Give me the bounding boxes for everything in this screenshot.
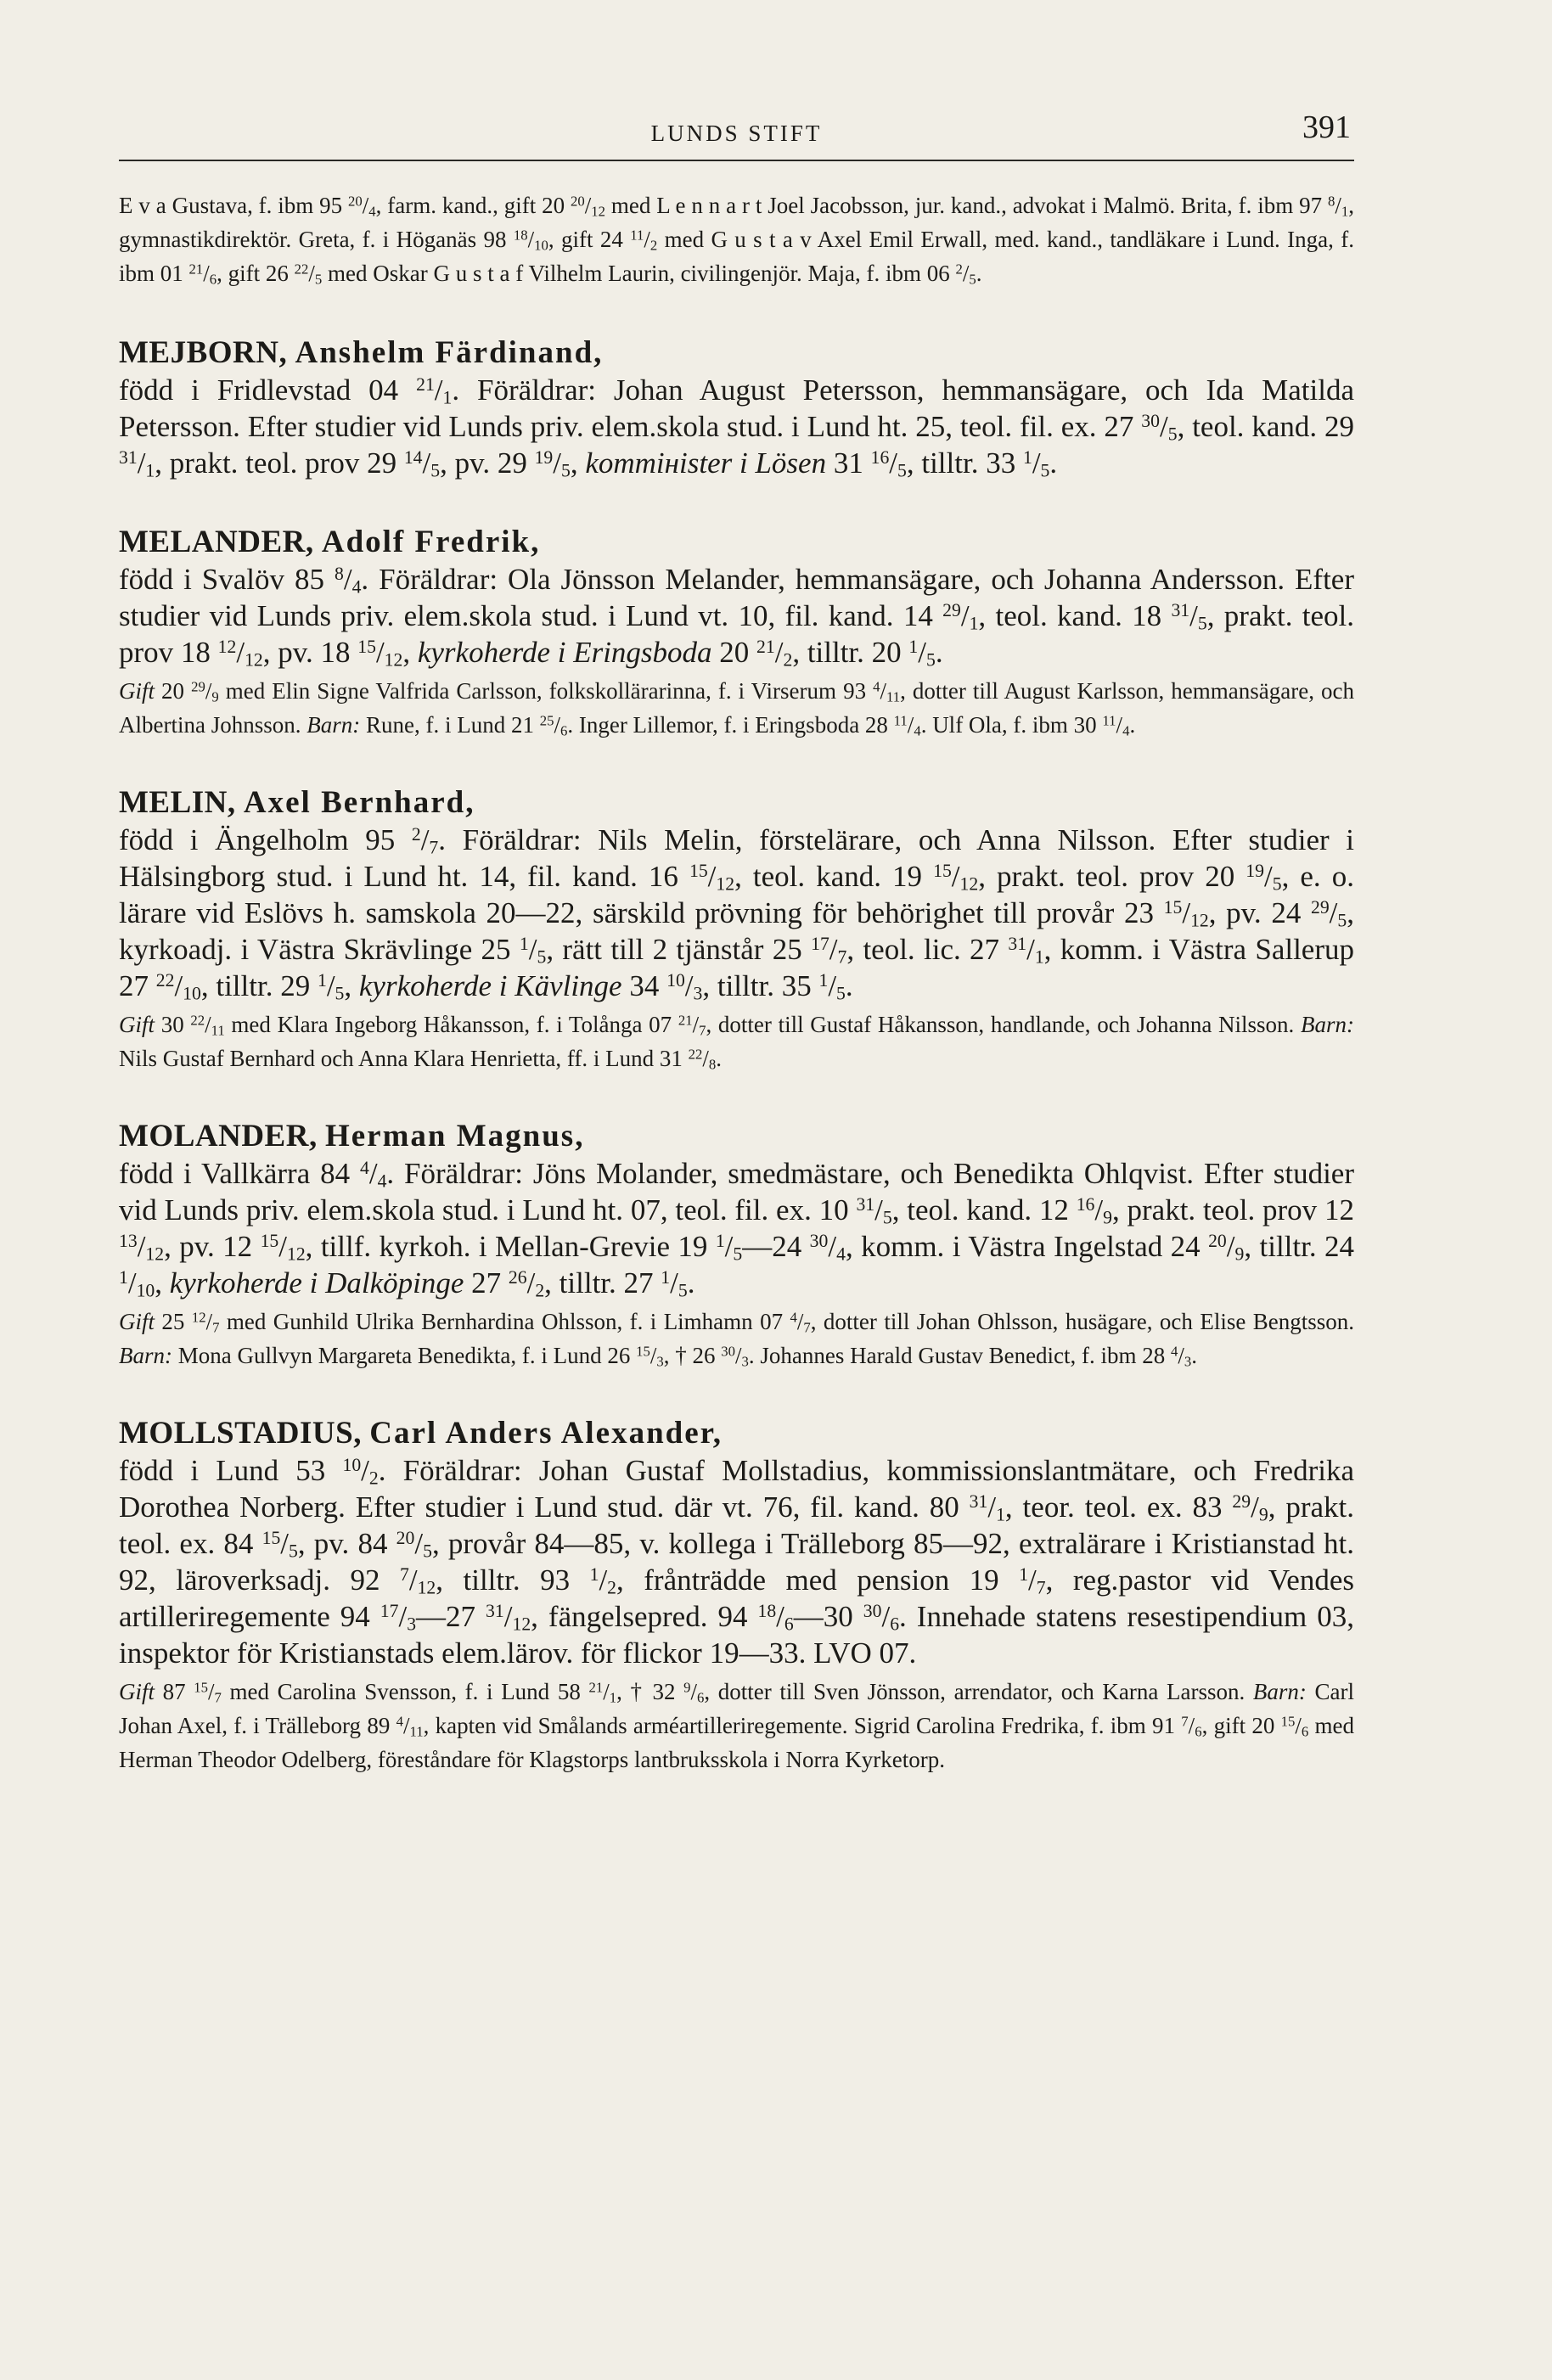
continuation-paragraph: E v a Gustava, f. ibm 95 $^{20}/_4$, farm. kand., gift 20 $^{20}/_{12}$ med L e n n a r t Joel Jacobsson, jur. kand., advokat i Malmö. Brita, f. ibm 97 $^8/_1$, gymnastikdirektör. Greta, f. i Höganäs 98 $^{18}/_{10}$, gift 24 $^{11}/_2$ med G u s t a v Axel Emil Erwall, med. kand., tandläkare i Lund. Inga, f. ibm 01 $^{21}/_6$, gift 26 $^{22}/_5$ med Oskar G u s t a f Vilhelm Laurin, civilingenjör. Maja, f. ibm 06 $^2/_5$. [119,193,1355,288]
page-header [119,109,1354,161]
entry-family: Gift 87 $^{15}/_7$ med Carolina Svensson, f. i Lund 58 $^{21}/_1$, † 32 $^9/_6$, dotter till Sven Jönsson, arrendator, och Karna Larsson. Barn: Carl Johan Axel, f. i Trälleborg 89 $^4/_{11}$, kapten vid Smålands arméartilleriregemente. Sigrid Carolina Fredrika, f. ibm 91 $^7/_6$, gift 20 $^{15}/_6$ med Herman Theodor Odelberg, föreståndare för Klagstorps lantbruksskola i Norra Kyrketorp. [119,1679,1354,1772]
biography-entry [119,784,1354,1075]
entry-family: Gift 25 $^{12}/_7$ med Gunhild Ulrika Bernhardina Ohlsson, f. i Limhamn 07 $^4/_7$, dotter till Johan Ohlsson, husägare, och Elise Bengtsson. Barn: Mona Gullvyn Margareta Benedikta, f. i Lund 26 $^{15}/_3$, † 26 $^{30}/_3$. Johannes Harald Gustav Benedict, f. ibm 28 $^4/_3$. [119,1309,1354,1370]
biography-entry [119,1118,1354,1372]
entry-biography: född i Fridlevstad 04 $^{21}/_1$. Föräldrar: Johan August Petersson, hemmansägare, och Ida Matilda Petersson. Efter studier vid Lunds priv. elem.skola stud. i Lund ht. 25, teol. fil. ex. 27 $^{30}/_5$, teol. kand. 29 $^{31}/_1$, prakt. teol. prov 29 $^{14}/_5$, pv. 29 $^{19}/_5$, kommінister i Lösen 31 $^{16}/_5$, tilltr. 33 $^1/_5$. [119,373,1354,481]
entry-given-names: Adolf Fredrik, [321,525,541,559]
entry-given-names: Herman Magnus, [324,1119,585,1154]
entry-heading [119,1415,1354,1452]
entry-heading [119,784,1354,822]
entry-biography: född i Ängelholm 95 $^2/_7$. Föräldrar: Nils Melin, förstelärare, och Anna Nilsson. Efter studier i Hälsingborg stud. i Lund ht. 14, fil. kand. 16 $^{15}/_{12}$, teol. kand. 19 $^{15}/_{12}$, prakt. teol. prov 20 $^{19}/_5$, e. o. lärare vid Eslövs h. samskola 20—22, särskild prövning för behörighet till provår 23 $^{15}/_{12}$, pv. 24 $^{29}/_5$, kyrkoadj. i Västra Skrävlinge 25 $^1/_5$, rätt till 2 tjänstår 25 $^{17}/_7$, teol. lic. 27 $^{31}/_1$, komm. i Västra Sallerup 27 $^{22}/_{10}$, tilltr. 29 $^1/_5$, kyrkoherde i Kävlinge 34 $^{10}/_3$, tilltr. 35 $^1/_5$. [119,823,1354,1004]
entry-family: Gift 30 $^{22}/_{11}$ med Klara Ingeborg Håkansson, f. i Tolånga 07 $^{21}/_7$, dotter till Gustaf Håkansson, handlande, och Johanna Nilsson. Barn: Nils Gustaf Bernhard och Anna Klara Henrietta, ff. i Lund 31 $^{22}/_8$. [119,1012,1354,1073]
page-body [119,188,1354,1777]
entry-heading [119,1118,1354,1155]
entry-biography: född i Lund 53 $^{10}/_2$. Föräldrar: Johan Gustaf Mollstadius, kommissionslantmätare, och Fredrika Dorothea Norberg. Efter studier i Lund stud. där vt. 76, fil. kand. 80 $^{31}/_1$, teor. teol. ex. 83 $^{29}/_9$, prakt. teol. ex. 84 $^{15}/_5$, pv. 84 $^{20}/_5$, provår 84—85, v. kollega i Trälleborg 85—92, extralärare i Kristianstad ht. 92, läroverksadj. 92 $^7/_{12}$, tilltr. 93 $^1/_2$, frånträdde med pension 19 $^1/_7$, reg.pastor vid Vendes artilleriregemente 94 $^{17}/_3—27$ $^{31}/_{12}$, fängelsepred. 94 $^{18}/_6—30$ $^{30}/_6$. Innehade statens resestipendium 03, inspektor för Kristianstads elem.lärov. för flickor 19—33. LVO 07. [119,1454,1355,1670]
entry-heading [119,524,1354,561]
entry-surname: MOLLSTADIUS, [119,1416,362,1451]
biography-entry [119,524,1354,742]
page-number: 391 [1302,109,1351,145]
running-head: LUNDS STIFT [650,121,823,146]
biography-entry [119,334,1354,481]
entry-biography: född i Svalöv 85 $^8/_4$. Föräldrar: Ola Jönsson Melander, hemmansägare, och Johanna Andersson. Efter studier vid Lunds priv. elem.skola stud. i Lund vt. 10, fil. kand. 14 $^{29}/_1$, teol. kand. 18 $^{31}/_5$, prakt. teol. prov 18 $^{12}/_{12}$, pv. 18 $^{15}/_{12}$, kyrkoherde i Eringsboda 20 $^{21}/_2$, tilltr. 20 $^1/_5$. [119,563,1354,671]
entry-surname: MELIN, [119,785,236,820]
entry-biography: född i Vallkärra 84 $^4/_4$. Föräldrar: Jöns Molander, smedmästare, och Benedikta Ohlqvist. Efter studier vid Lunds priv. elem.skola stud. i Lund ht. 07, teol. fil. ex. 10 $^{31}/_5$, teol. kand. 12 $^{16}/_9$, prakt. teol. prov 12 $^{13}/_{12}$, pv. 12 $^{15}/_{12}$, tillf. kyrkoh. i Mellan-Grevie 19 $^1/_5—24$ $^{30}/_4$, komm. i Västra Ingelstad 24 $^{20}/_9$, tilltr. 24 $^1/_{10}$, kyrkoherde i Dalköpinge 27 $^{26}/_2$, tilltr. 27 $^1/_5$. [119,1157,1355,1301]
entry-heading [119,334,1354,372]
biography-entry [119,1415,1354,1777]
entry-given-names: Carl Anders Alexander, [369,1416,723,1451]
entry-given-names: Anshelm Färdinand, [295,335,604,370]
entry-family: Gift 20 $^{29}/_9$ med Elin Signe Valfrida Carlsson, folkskollärarinna, f. i Virserum 93 $^4/_{11}$, dotter till August Karlsson, hemmansägare, och Albertina Johnsson. Barn: Rune, f. i Lund 21 $^{25}/_6$. Inger Lillemor, f. i Eringsboda 28 $^{11}/_4$. Ulf Ola, f. ibm 30 $^{11}/_4$. [119,678,1354,739]
entry-given-names: Axel Bernhard, [243,785,475,820]
entry-surname: MOLANDER, [119,1119,318,1154]
entry-surname: MEJBORN, [119,335,288,370]
entry-surname: MELANDER, [119,525,314,559]
